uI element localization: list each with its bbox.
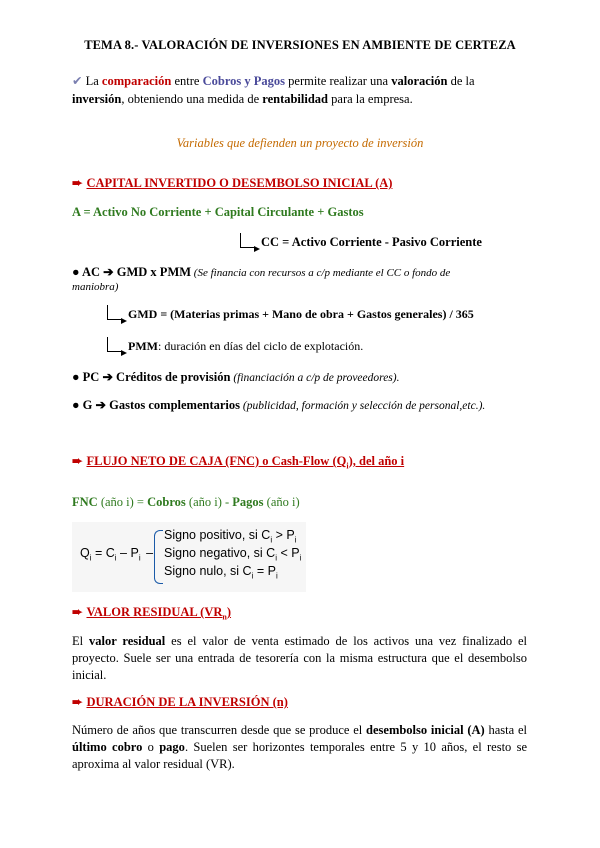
fnc-formula: FNC (año i) = Cobros (año i) - Pagos (año i) — [72, 495, 300, 509]
cash-flow-sign-formula — [72, 522, 306, 592]
sign-null: Signo nulo, si $C_i = P_i$ — [164, 564, 278, 581]
pmm-line: PMM: duración en días del ciclo de explotación. — [107, 337, 363, 354]
section-duracion-heading: ➨ DURACIÓN DE LA INVERSIÓN (n) — [72, 695, 288, 709]
sub-arrow-icon — [107, 305, 122, 320]
pc-line: ● PC ➔ Créditos de provisión (financiación a c/p de proveedores). — [72, 370, 400, 384]
section-flujo-neto-heading: ➨ FLUJO NETO DE CAJA (FNC) o Cash-Flow $(Q_i)$, del año i — [72, 454, 405, 471]
intro-paragraph: ✔ La comparación entre Cobros y Pagos permite realizar una valoración de la inversión, obteniendo una medida de rentabilidad para la empresa. — [72, 74, 475, 106]
section-valor-residual-heading: ➨ VALOR RESIDUAL $(VR_n)$ — [72, 605, 232, 622]
formula-gmd: GMD = (Materias primas + Mano de obra + Gastos generales) / 365 — [107, 305, 474, 322]
page-title: TEMA 8.- VALORACIÓN DE INVERSIONES EN AMBIENTE DE CERTEZA — [84, 38, 516, 52]
arrow-icon: ➨ — [72, 605, 83, 619]
brace-icon — [154, 530, 163, 584]
arrow-icon: ➨ — [72, 454, 83, 468]
sign-positive: Signo positivo, si $C_i > P_i$ — [164, 528, 297, 545]
section-capital-invertido-heading: ➨ CAPITAL INVERTIDO O DESEMBOLSO INICIAL (A) — [72, 176, 393, 190]
valor-residual-paragraph: El valor residual es el valor de venta estimado de los activos una vez finalizado el proyecto. Suele ser una entrada de tesorería con la misma estructura que el desembolso inicial. — [72, 634, 528, 682]
formula-cc: CC = Activo Corriente - Pasivo Corriente — [240, 233, 482, 250]
check-icon: ✔ — [72, 74, 83, 88]
formula-a: A = Activo No Corriente + Capital Circulante + Gastos — [72, 205, 364, 219]
arrow-icon: ➨ — [72, 695, 83, 709]
arrow-icon: ➨ — [72, 176, 83, 190]
sub-arrow-icon — [107, 337, 122, 352]
duracion-paragraph: Número de años que transcurren desde que se produce el desembolso inicial (A) hasta el último cobro o pago. Suelen ser horizontes temporales entre 5 y 10 años, el resto se aproxima al valor residual (VR). — [72, 723, 528, 771]
sign-negative: Signo negativo, si $C_i < P_i$ — [164, 546, 302, 563]
q-equation: $Q_i = C_i - P_i$ – — [80, 546, 154, 563]
g-line: ● G ➔ Gastos complementarios (publicidad, formación y selección de personal,etc.). — [72, 398, 486, 412]
ac-line: ● AC ➔ GMD x PMM (Se financia con recursos a c/p mediante el CC o fondo de — [72, 265, 451, 279]
variables-heading: Variables que defienden un proyecto de inversión — [176, 136, 424, 150]
ac-note-continued: maniobra) — [72, 281, 119, 293]
sub-arrow-icon — [240, 233, 255, 248]
